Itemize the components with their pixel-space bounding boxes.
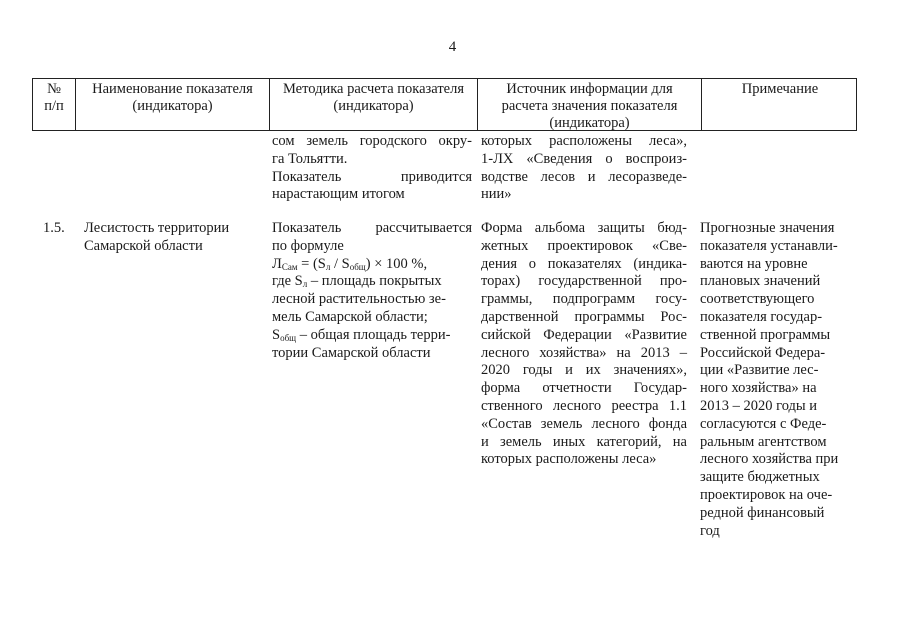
header-source: Источник информации для расчета значения показателя (индикатора) xyxy=(501,81,678,131)
table-header xyxy=(32,78,857,131)
header-method: Методика расчета показателя (индикатора) xyxy=(282,81,464,114)
continued-method-text: сом земель городского окру- га Тольятти. Показатель приводится нарастающим итогом xyxy=(272,133,472,203)
header-indicator-name: Наименование показателя (индикатора) xyxy=(92,81,253,114)
continued-source-text: которых расположены леса», 1-ЛХ «Сведения о воспроиз- водстве лесов и лесоразведе- нии» xyxy=(481,133,687,203)
indicator-name: Лесистость территории Самарской области xyxy=(84,220,230,254)
note-text: Прогнозные значения показателя устанавли- ваются на уровне плановых значений соответствующего показателя государ- ственной программы Российской Федера- ции «Развитие лес- ного хозяйства» на 2013 – 2020 годы и согласуются с Феде- ральным агентством лесного хозяйства при защите бюджетных проектировок на оче- редной финансовый год xyxy=(700,220,839,539)
header-note: Примечание xyxy=(741,81,819,97)
page-number: 4 xyxy=(448,39,457,55)
row-number: 1.5. xyxy=(43,220,65,236)
method-text: Показатель рассчитывается по формуле $Л_{Сам} = (S_л / S_{общ}) \times 100$ %, где $S_л$ – площадь покрытых лесной растительностью зе- мель Самарской области; $S_{общ}$ – общая площадь терри- тории Самарской области xyxy=(272,220,472,361)
formula: $Л_{Сам} = (S_л / S_{общ}) \times 100$ %, xyxy=(272,255,428,272)
source-text: Форма альбома защиты бюд- жетных проектировок «Све- дения о показателях (индика- торах) государственной про- граммы, подпрограмм госу- дарственной программы Рос- сийской Федерации «Развитие лесного хозяйства» на 2013 – 2020 годы и их значениях», форма отчетности Государ- ственного лесного реестра 1.1 «Состав земель лесного фонда и земель иных категорий, на которых расположены леса» xyxy=(481,220,687,468)
header-number: № п/п xyxy=(44,81,64,114)
